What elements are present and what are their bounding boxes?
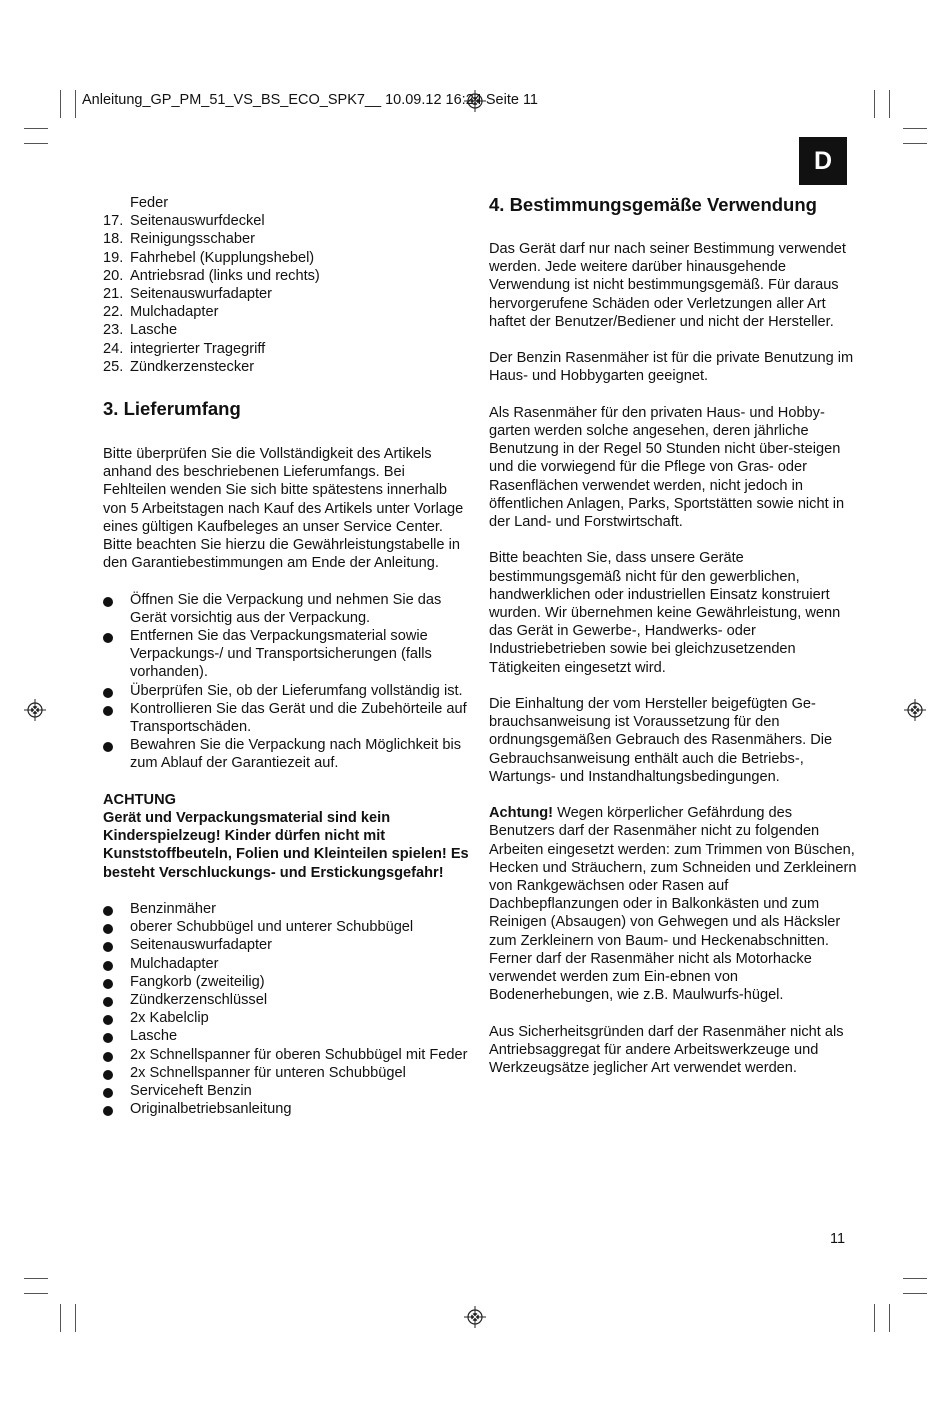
- crop-mark: [889, 1304, 890, 1332]
- list-item: 19. Fahrhebel (Kupplungshebel): [103, 249, 315, 266]
- list-item: 20. Antriebsrad (links und rechts): [103, 267, 320, 284]
- bullet-icon: [103, 591, 130, 627]
- crop-mark: [874, 1304, 875, 1332]
- list-item: Öffnen Sie die Verpackung und nehmen Sie das Gerät vorsichtig aus der Verpackung.: [103, 591, 471, 627]
- crop-mark: [75, 1304, 76, 1332]
- list-item: 21. Seitenauswurfadapter: [103, 286, 272, 303]
- bullet-icon: [103, 736, 130, 772]
- bullet-icon: [103, 1100, 130, 1118]
- paragraph: Aus Sicherheitsgründen darf der Rasenmäher nicht als Antriebsaggregat für andere Arbeitswerkzeuge und Werkzeugsätze jeglicher Art verwendet werden.: [489, 1023, 844, 1077]
- crop-mark: [874, 90, 875, 118]
- crop-mark: [903, 128, 927, 129]
- unpacking-steps: [103, 591, 471, 773]
- bullet-icon: [103, 900, 130, 918]
- list-item: Mulchadapter: [103, 955, 471, 973]
- paragraph: Bitte überprüfen Sie die Vollständigkeit des Artikels anhand des beschriebenen Lieferumfangs. Bei Fehlteilen wenden Sie sich bitte spätestens innerhalb von 5 Arbeitstagen nach Kauf des Artikels unter Vorlage eines gültigen Kaufbeleges an unser Service Center. Bitte beachten Sie hierzu die Gewährleistungstabelle in den Garantiebestimmungen am Ende der Anleitung.: [103, 446, 464, 572]
- bullet-icon: [103, 936, 130, 954]
- bullet-icon: [103, 973, 130, 991]
- crop-mark: [24, 143, 48, 144]
- bullet-icon: [103, 955, 130, 973]
- right-column: [489, 194, 859, 1095]
- list-item: Benzinmäher: [103, 900, 471, 918]
- list-item: Bewahren Sie die Verpackung nach Möglichkeit bis zum Ablauf der Garantiezeit auf.: [103, 736, 471, 772]
- bullet-icon: [103, 1027, 130, 1045]
- list-item: 18. Reinigungsschaber: [103, 231, 255, 248]
- registration-mark-icon: [464, 1306, 486, 1328]
- bullet-icon: [103, 1009, 130, 1027]
- list-item: Seitenauswurfadapter: [103, 936, 471, 954]
- list-item: oberer Schubbügel und unterer Schubbügel: [103, 918, 471, 936]
- paragraph: Achtung! Wegen körperlicher Gefährdung des Benutzers darf der Rasenmäher nicht zu folgenden Arbeiten eingesetzt werden: zum Trimmen von Büschen, Hecken und Sträuchern, zum Schneiden und Zerkleinern von Rankgewächsen oder Rasen auf Dachbepflanzungen oder in Balkonkästen und zum Reinigen (Absaugen) von Gehwegen und als Häcksler zum Zerkleinern von Baum- und Heckenabschnitten. Ferner darf der Rasenmäher nicht als Motorhacke verwendet werden zum Ein-ebnen von Bodenerhebungen, wie z.B. Maulwurfs-hügel.: [489, 805, 857, 1004]
- bullet-icon: [103, 1082, 130, 1100]
- bullet-icon: [103, 991, 130, 1009]
- list-item: Fangkorb (zweiteilig): [103, 973, 471, 991]
- paragraph: Bitte beachten Sie, dass unsere Geräte bestimmungsgemäß nicht für den gewerblichen, handwerklichen oder industriellen Einsatz konstruiert wurden. Wir übernehmen keine Gewährleistung, wenn das Gerät in Gewerbe-, Handwerks- oder Industriebetrieben sowie bei gleichzusetzenden Tätigkeiten eingesetzt wird.: [489, 550, 841, 676]
- parts-list: [103, 194, 471, 376]
- language-tab: D: [799, 137, 847, 185]
- crop-mark: [60, 1304, 61, 1332]
- list-item: Lasche: [103, 1027, 471, 1045]
- crop-mark: [889, 90, 890, 118]
- warning-text: Gerät und Verpackungsmaterial sind kein Kinderspielzeug! Kinder dürfen nicht mit Kunststoffbeuteln, Folien und Kleinteilen spielen! Es besteht Verschluckungs- und Erstickungsgefahr!: [103, 810, 469, 881]
- list-item: 2x Schnellspanner für unteren Schubbügel: [103, 1064, 471, 1082]
- crop-mark: [75, 90, 76, 118]
- paragraph: Das Gerät darf nur nach seiner Bestimmung verwendet werden. Jede weitere darüber hinausgehende Verwendung ist nicht bestimmungsgemäß. Für daraus hervorgerufene Schäden oder Verletzungen aller Art haftet der Benutzer/Bediener und nicht der Hersteller.: [489, 241, 846, 330]
- bullet-icon: [103, 627, 130, 682]
- left-column: [103, 194, 471, 1137]
- warning-label: Achtung!: [489, 805, 554, 822]
- registration-mark-icon: [904, 699, 926, 721]
- list-item: 23. Lasche: [103, 322, 178, 339]
- crop-mark: [24, 128, 48, 129]
- bullet-icon: [103, 918, 130, 936]
- section-heading-lieferumfang: 3. Lieferumfang: [103, 398, 241, 420]
- list-item: Originalbetriebsanleitung: [103, 1100, 471, 1118]
- registration-mark-icon: [24, 699, 46, 721]
- crop-mark: [60, 90, 61, 118]
- list-item: Überprüfen Sie, ob der Lieferumfang vollständig ist.: [103, 682, 471, 700]
- crop-mark: [24, 1278, 48, 1279]
- list-item: Zündkerzenschlüssel: [103, 991, 471, 1009]
- paragraph: Die Einhaltung der vom Hersteller beigefügten Ge-brauchsanweisung ist Voraussetzung für den ordnungsgemäßen Gebrauch des Rasenmähers. Die Gebrauchsanweisung enthält auch die Betriebs-, Wartungs- und Instandhaltungsbedingungen.: [489, 696, 833, 785]
- bullet-icon: [103, 700, 130, 736]
- bullet-icon: [103, 1046, 130, 1064]
- crop-mark: [903, 143, 927, 144]
- bullet-icon: [103, 1064, 130, 1082]
- list-item: 2x Schnellspanner für oberen Schubbügel mit Feder: [103, 1046, 471, 1064]
- crop-mark: [903, 1278, 927, 1279]
- paragraph: Der Benzin Rasenmäher ist für die private Benutzung im Haus- und Hobbygarten geeignet.: [489, 350, 854, 385]
- print-slug: Anleitung_GP_PM_51_VS_BS_ECO_SPK7__ 10.09.12 16:24 Seite 11: [82, 92, 538, 108]
- list-item: 24. integrierter Tragegriff: [103, 340, 266, 357]
- list-item: Serviceheft Benzin: [103, 1082, 471, 1100]
- warning-title: ACHTUNG: [103, 791, 176, 808]
- paragraph: Als Rasenmäher für den privaten Haus- und Hobby-garten werden solche angesehen, deren jährliche Benutzung in der Regel 50 Stunden nicht über-steigen und die vorwiegend für die Pflege von Gras- oder Rasenflächen verwendet werden, nicht jedoch in öffentlichen Anlagen, Parks, Sportstätten sowie nicht in der Land- und Forstwirtschaft.: [489, 404, 845, 531]
- list-item: Entfernen Sie das Verpackungsmaterial sowie Verpackungs-/ und Transportsicherungen (falls vorhanden).: [103, 627, 471, 682]
- list-item: Kontrollieren Sie das Gerät und die Zubehörteile auf Transportschäden.: [103, 700, 471, 736]
- page-number: 11: [830, 1231, 846, 1247]
- section-heading-verwendung: 4. Bestimmungsgemäße Verwendung: [489, 194, 817, 215]
- crop-mark: [24, 1293, 48, 1294]
- list-item: Feder: [130, 195, 169, 211]
- warning-block: [103, 791, 471, 882]
- list-item: 17. Seitenauswurfdeckel: [103, 213, 265, 230]
- crop-mark: [903, 1293, 927, 1294]
- list-item: 22. Mulchadapter: [103, 304, 219, 321]
- delivery-contents-list: [103, 900, 471, 1118]
- bullet-icon: [103, 682, 130, 700]
- list-item: 2x Kabelclip: [103, 1009, 471, 1027]
- list-item: 25. Zündkerzenstecker: [103, 358, 255, 375]
